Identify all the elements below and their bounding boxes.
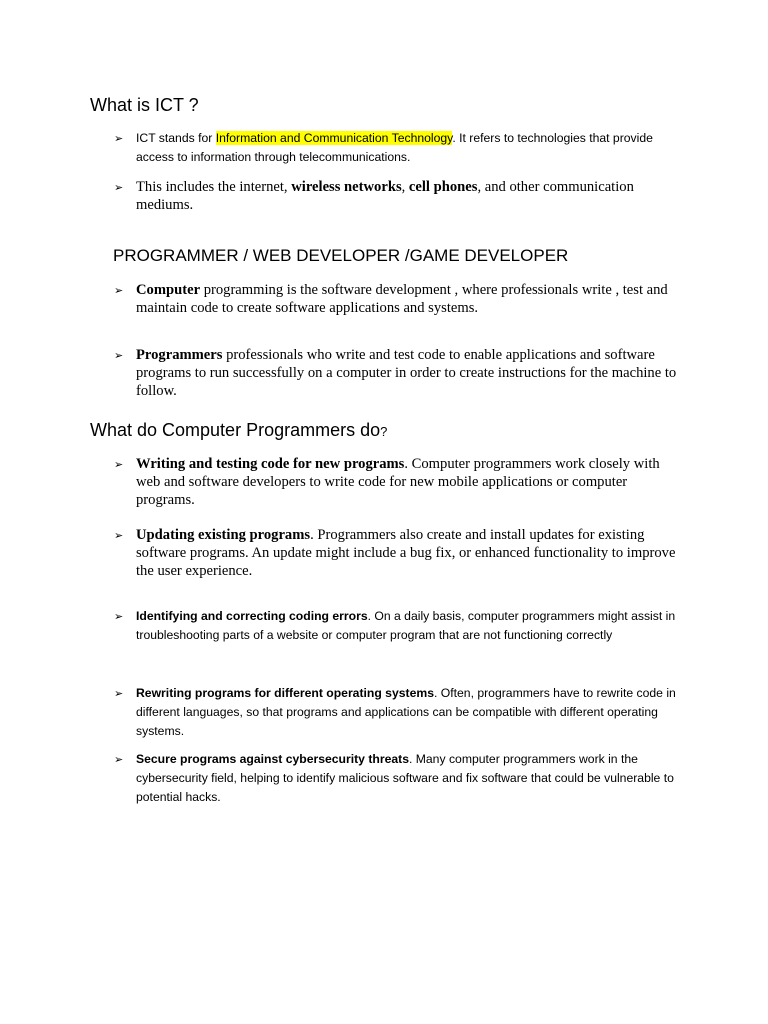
list-item [114, 346, 684, 401]
list-item [114, 750, 684, 807]
heading-what-programmers-do: What do Computer Programmers do? [90, 420, 388, 440]
list-item [114, 178, 684, 214]
list-item-text: Programmers professionals who write and test code to enable applications and software programs to run successfully on a computer in order to create instructions for the machine to follow. [136, 347, 677, 400]
arrow-bullet-icon: ➢ [114, 350, 124, 362]
arrow-bullet-icon: ➢ [114, 133, 124, 145]
arrow-bullet-icon: ➢ [114, 754, 124, 766]
highlighted-term: Information and Communication Technology [215, 131, 453, 145]
arrow-bullet-icon: ➢ [114, 459, 124, 471]
arrow-bullet-icon: ➢ [114, 285, 124, 297]
heading-programmer-roles: PROGRAMMER / WEB DEVELOPER /GAME DEVELOPER [113, 246, 569, 265]
list-item-text: Secure programs against cybersecurity threats. Many computer programmers work in the cybersecurity field, helping to identify malicious software and fix software that could be vulnerable to potential hacks. [136, 752, 674, 804]
arrow-bullet-icon: ➢ [114, 611, 124, 623]
arrow-bullet-icon: ➢ [114, 182, 124, 194]
list-item-text: Rewriting programs for different operating systems. Often, programmers have to rewrite code in different languages, so that programs and applications can be compatible with different operating systems. [136, 686, 676, 738]
arrow-bullet-icon: ➢ [114, 688, 124, 700]
list-item-text: ICT stands for Information and Communication Technology. It refers to technologies that provide access to information through telecommunications. [136, 131, 653, 164]
list-item-text: Computer programming is the software development , where professionals write , test and maintain code to create software applications and systems. [136, 282, 668, 317]
list-item-text: Writing and testing code for new programs. Computer programmers work closely with web and software developers to write code for new mobile applications or computer programs. [136, 456, 660, 509]
list-item [114, 455, 684, 510]
list-item [114, 526, 684, 581]
arrow-bullet-icon: ➢ [114, 530, 124, 542]
list-item-text: Identifying and correcting coding errors. On a daily basis, computer programmers might assist in troubleshooting parts of a website or computer program that are not functioning correctly [136, 609, 676, 642]
heading-what-is-ict: What is ICT ? [90, 95, 199, 115]
list-item [114, 684, 684, 741]
list-item [114, 281, 684, 317]
list-item-text: Updating existing programs. Programmers also create and install updates for existing software programs. An update might include a bug fix, or enhanced functionality to improve the user experience. [136, 527, 676, 580]
list-item [114, 129, 684, 167]
list-item-text: This includes the internet, wireless networks, cell phones, and other communication mediums. [136, 179, 634, 214]
list-item [114, 607, 684, 645]
